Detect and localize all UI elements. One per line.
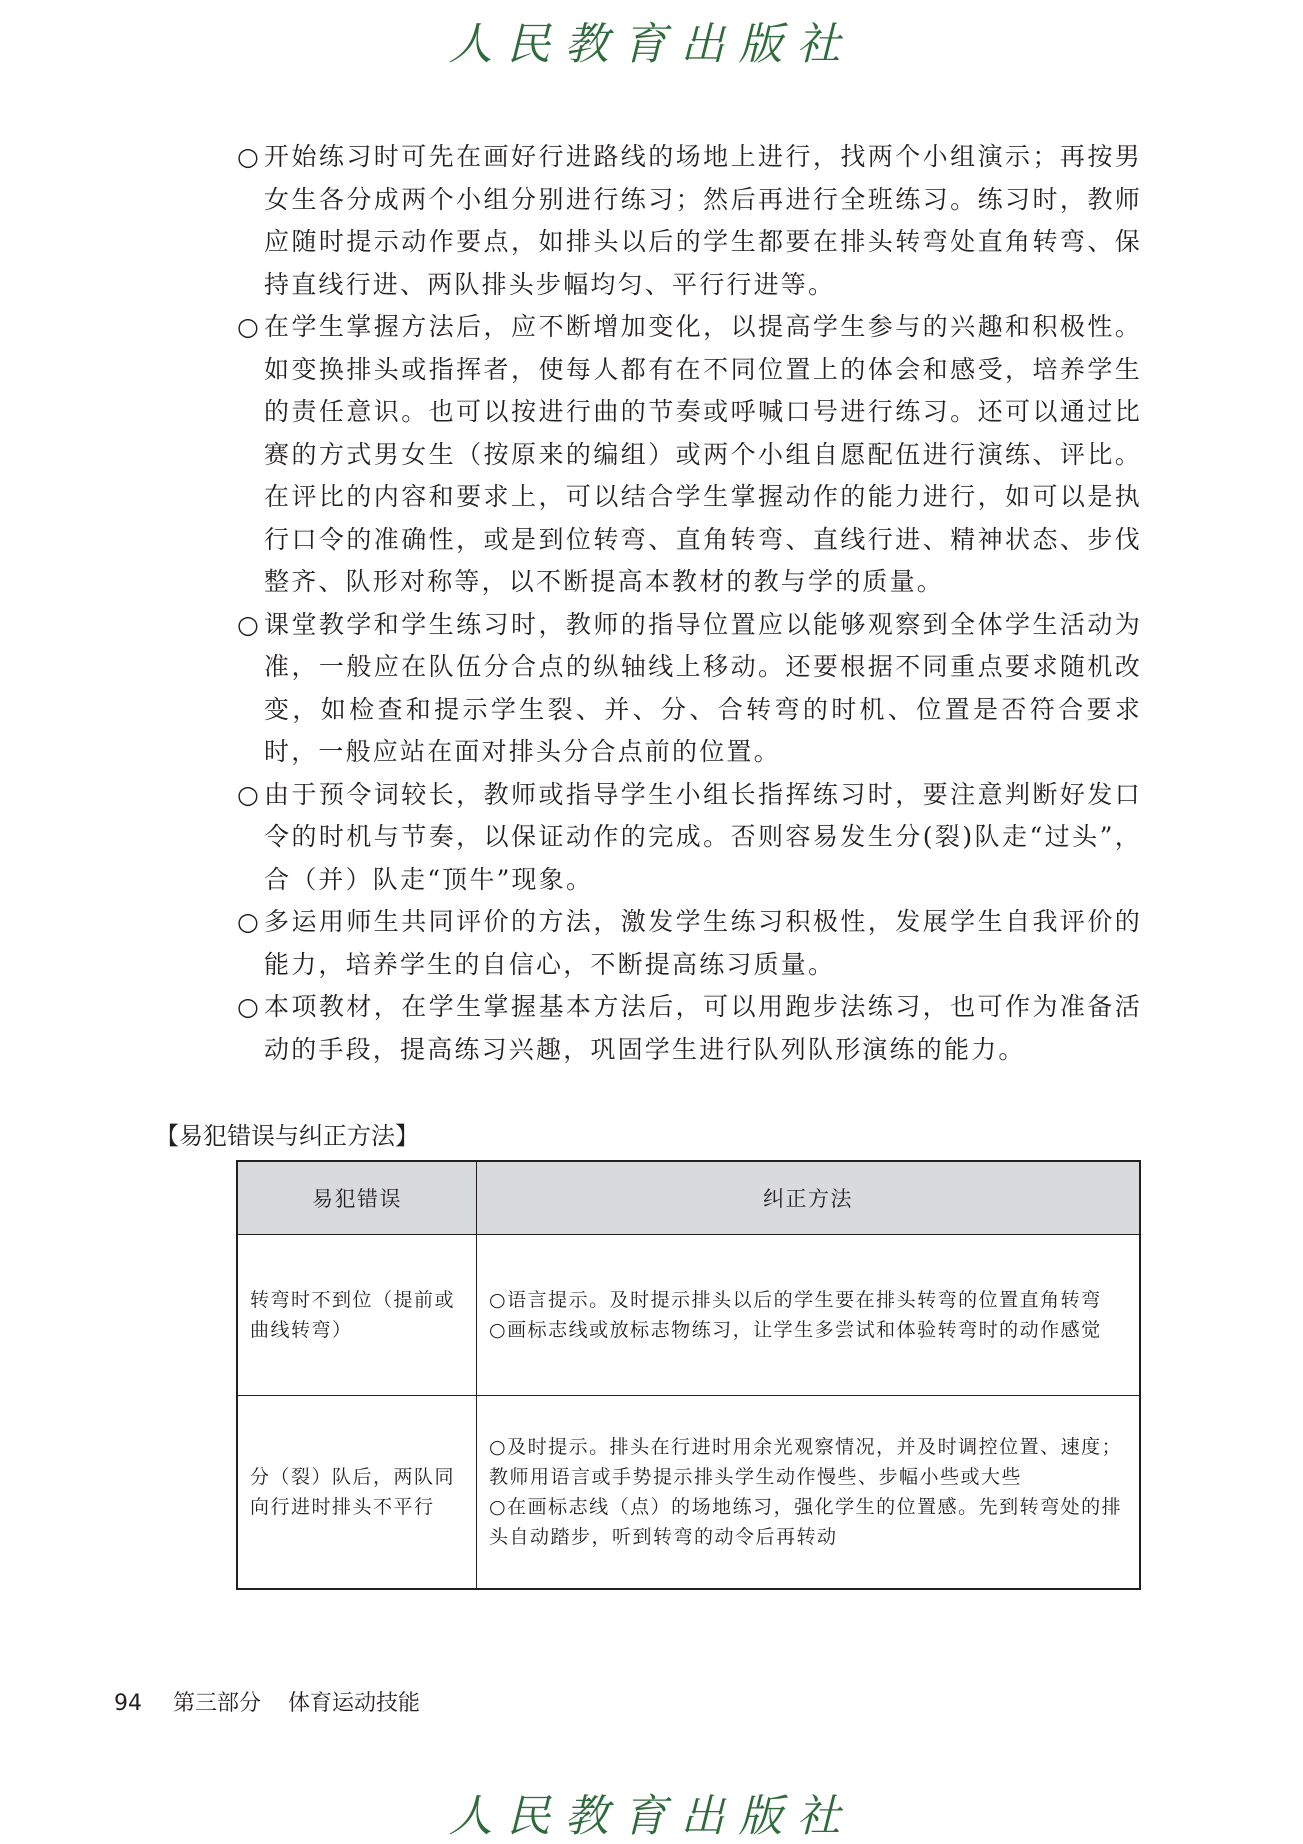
note-bullet: ○ <box>237 312 262 341</box>
teaching-note <box>237 306 1142 604</box>
publisher-logo-bottom: 人民教育出版社 <box>448 1791 855 1842</box>
note-bullet: ○ <box>237 907 262 936</box>
method-line: ○及时提示。排头在行进时用余光观察情况，并及时调控位置、速度；教师用语言或手势提示排头学生动作慢些、步幅小些或大些 <box>489 1436 1123 1488</box>
method-line: ○在画标志线（点）的场地练习，强化学生的位置感。先到转弯处的排头自动踏步，听到转弯的动令后再转动 <box>489 1496 1123 1548</box>
error-cell: 转弯时不到位（提前或曲线转弯） <box>237 1235 477 1396</box>
note-text: 本项教材，在学生掌握基本方法后，可以用跑步法练习，也可作为准备活动的手段，提高练习兴趣，巩固学生进行队列队形演练的能力。 <box>264 992 1142 1064</box>
note-text: 在学生掌握方法后，应不断增加变化，以提高学生参与的兴趣和积极性。如变换排头或指挥者，使每人都有在不同位置上的体会和感受，培养学生的责任意识。也可以按进行曲的节奏或呼喊口号进行练习。还可以通过比赛的方式男女生（按原来的编组）或两个小组自愿配伍进行演练、评比。在评比的内容和要求上，可以结合学生掌握动作的能力进行，如可以是执行口令的准确性，或是到位转弯、直角转弯、直线行进、精神状态、步伐整齐、队形对称等，以不断提高本教材的教与学的质量。 <box>264 312 1142 596</box>
note-bullet: ○ <box>237 609 262 639</box>
table-row <box>237 1235 1140 1396</box>
table-row <box>237 1396 1140 1590</box>
section-heading-common-errors: 【易犯错误与纠正方法】 <box>155 1122 419 1150</box>
teaching-note <box>237 774 1142 902</box>
column-header-error: 易犯错误 <box>237 1161 477 1235</box>
method-cell <box>477 1396 1141 1590</box>
note-text: 课堂教学和学生练习时，教师的指导位置应以能够观察到全体学生活动为准，一般应在队伍分合点的纵轴线上移动。还要根据不同重点要求随机改变，如检查和提示学生裂、并、分、合转弯的时机、位置是否符合要求时，一般应站在面对排头分合点前的位置。 <box>264 609 1142 766</box>
page-number: 94 <box>114 1691 142 1716</box>
note-bullet: ○ <box>237 779 262 809</box>
note-text: 多运用师生共同评价的方法，激发学生练习积极性，发展学生自我评价的能力，培养学生的自信心，不断提高练习质量。 <box>264 907 1142 979</box>
page-footer <box>114 1689 420 1719</box>
method-line: ○画标志线或放标志物练习，让学生多尝试和体验转弯时的动作感觉 <box>489 1319 1102 1341</box>
table-header-row <box>237 1161 1140 1235</box>
teaching-note <box>237 604 1142 774</box>
footer-chapter-title: 体育运动技能 <box>288 1691 421 1716</box>
teaching-note <box>237 901 1142 986</box>
publisher-logo-top: 人民教育出版社 <box>448 19 855 70</box>
note-bullet: ○ <box>237 142 262 171</box>
error-cell: 分（裂）队后，两队同向行进时排头不平行 <box>237 1396 477 1590</box>
note-bullet: ○ <box>237 992 262 1021</box>
note-text: 由于预令词较长，教师或指导学生小组长指挥练习时，要注意判断好发口令的时机与节奏，以保证动作的完成。否则容易发生分(裂)队走“过头”，合（并）队走“顶牛”现象。 <box>264 779 1142 894</box>
teaching-note <box>237 986 1142 1071</box>
column-header-method: 纠正方法 <box>477 1161 1141 1235</box>
note-text: 开始练习时可先在画好行进路线的场地上进行，找两个小组演示；再按男女生各分成两个小组分别进行练习；然后再进行全班练习。练习时，教师应随时提示动作要点，如排头以后的学生都要在排头转弯处直角转弯、保持直线行进、两队排头步幅均匀、平行行进等。 <box>264 142 1142 299</box>
errors-correction-table <box>236 1160 1141 1590</box>
footer-part-label: 第三部分 <box>173 1691 262 1716</box>
teaching-note <box>237 136 1142 306</box>
method-line: ○语言提示。及时提示排头以后的学生要在排头转弯的位置直角转弯 <box>489 1289 1102 1311</box>
method-cell <box>477 1235 1141 1396</box>
teaching-notes-list <box>237 136 1142 1071</box>
